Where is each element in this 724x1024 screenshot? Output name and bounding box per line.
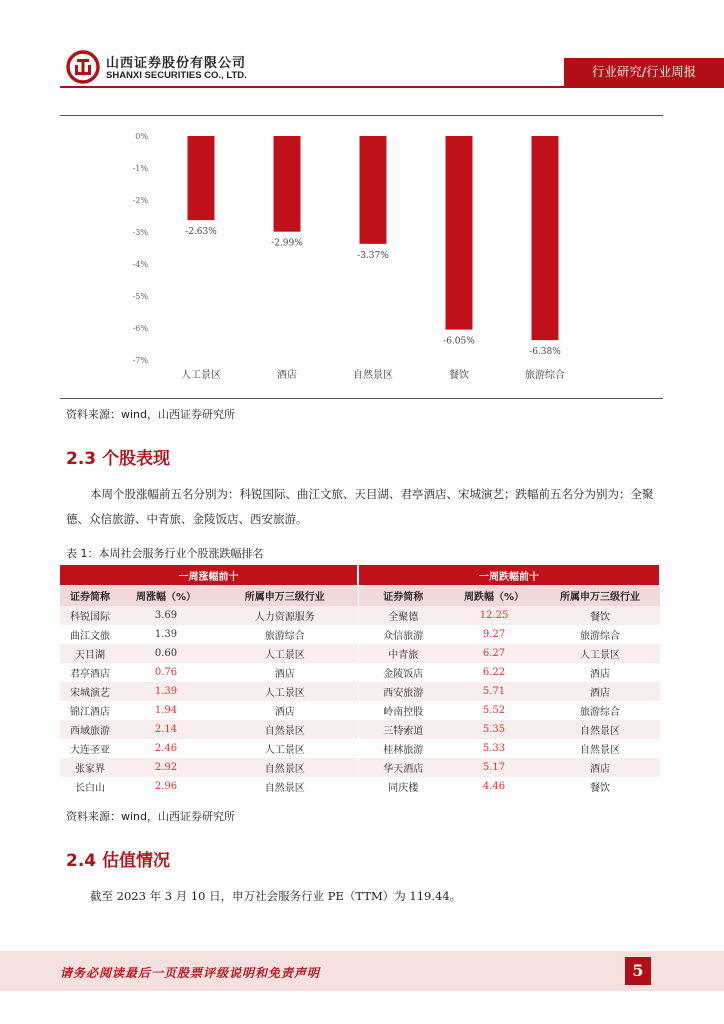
bar bbox=[532, 136, 559, 340]
table-cell: 自然景区 bbox=[540, 739, 660, 758]
table-cell: 酒店 bbox=[212, 663, 358, 682]
table-cell: 5.35 bbox=[448, 720, 540, 739]
table-cell: 全聚德 bbox=[358, 606, 448, 625]
bar bbox=[446, 136, 473, 330]
group-header-losers: 一周跌幅前十 bbox=[358, 565, 660, 585]
table-cell: 宋城演艺 bbox=[60, 682, 120, 701]
table-source: 资料来源：wind，山西证券研究所 bbox=[66, 810, 236, 823]
table-cell: 旅游综合 bbox=[540, 625, 660, 644]
table-cell: 岭南控股 bbox=[358, 701, 448, 720]
table-cell: 2.96 bbox=[120, 777, 212, 796]
table-cell: 桂林旅游 bbox=[358, 739, 448, 758]
table-cell: 3.69 bbox=[120, 606, 212, 625]
table-cell: 酒店 bbox=[540, 758, 660, 777]
category-label: 餐饮 bbox=[449, 370, 469, 381]
bar-value-label: -6.05% bbox=[443, 336, 475, 347]
table-cell: 自然景区 bbox=[212, 758, 358, 777]
table-cell: 自然景区 bbox=[212, 777, 358, 796]
table-cell: 2.92 bbox=[120, 758, 212, 777]
company-logo-icon bbox=[66, 50, 100, 84]
col-header: 周跌幅（%） bbox=[448, 585, 540, 606]
table-cell: 5.33 bbox=[448, 739, 540, 758]
table-cell: 西域旅游 bbox=[60, 720, 120, 739]
category-label: 旅游综合 bbox=[525, 370, 565, 381]
stock-performance-paragraph: 本周个股涨幅前五名分别为：科锐国际、曲江文旅、天目湖、君亭酒店、宋城演艺；跌幅前五名分为别为：全聚德、众信旅游、中青旅、金陵饭店、西安旅游。 bbox=[66, 487, 654, 526]
table-cell: 旅游综合 bbox=[540, 701, 660, 720]
company-name-cn: 山西证券股份有限公司 bbox=[106, 56, 247, 71]
y-tick-label: -1% bbox=[132, 164, 148, 173]
col-header: 所属申万三级行业 bbox=[212, 585, 358, 606]
category-label: 人工景区 bbox=[181, 370, 221, 381]
table-cell: 9.27 bbox=[448, 625, 540, 644]
category-label: 自然景区 bbox=[353, 370, 393, 381]
table-row bbox=[60, 739, 660, 758]
table-cell: 6.22 bbox=[448, 663, 540, 682]
table-cell: 酒店 bbox=[540, 682, 660, 701]
table-row bbox=[60, 644, 660, 663]
y-tick-label: -5% bbox=[132, 292, 148, 301]
table-row bbox=[60, 606, 660, 625]
bar-value-label: -6.38% bbox=[529, 347, 561, 358]
bar-value-label: -3.37% bbox=[357, 250, 389, 261]
y-tick-label: 0% bbox=[135, 132, 148, 141]
table-row bbox=[60, 777, 660, 796]
section-heading-2-3 bbox=[66, 444, 170, 469]
table-cell: 酒店 bbox=[540, 663, 660, 682]
table-cell: 5.71 bbox=[448, 682, 540, 701]
table-cell: 人工景区 bbox=[540, 644, 660, 663]
bar-value-label: -2.99% bbox=[271, 238, 303, 249]
table-cell: 5.17 bbox=[448, 758, 540, 777]
table-cell: 2.46 bbox=[120, 739, 212, 758]
col-header: 证券简称 bbox=[358, 585, 448, 606]
chart-top-rule bbox=[60, 115, 663, 116]
table-cell: 1.94 bbox=[120, 701, 212, 720]
y-tick-label: -6% bbox=[132, 324, 148, 333]
table-cell: 人工景区 bbox=[212, 644, 358, 663]
table-row bbox=[60, 682, 660, 701]
table-cell: 锦江酒店 bbox=[60, 701, 120, 720]
table-cell: 君亭酒店 bbox=[60, 663, 120, 682]
stock-ranking-table bbox=[60, 565, 661, 796]
section-title: 2.4 估值情况 bbox=[66, 851, 171, 871]
col-header: 证券简称 bbox=[60, 585, 120, 606]
table-cell: 5.52 bbox=[448, 701, 540, 720]
table-cell: 张家界 bbox=[60, 758, 120, 777]
table-cell: 餐饮 bbox=[540, 777, 660, 796]
table-row bbox=[60, 663, 660, 682]
table-cell: 旅游综合 bbox=[212, 625, 358, 644]
table-cell: 长白山 bbox=[60, 777, 120, 796]
table-row bbox=[60, 701, 660, 720]
valuation-paragraph: 截至 2023 年 3 月 10 日，申万社会服务行业 PE（TTM）为 119.44。 bbox=[90, 889, 462, 903]
y-tick-label: -2% bbox=[132, 196, 148, 205]
chart-source: 资料来源：wind，山西证券研究所 bbox=[66, 408, 236, 421]
table-cell: 酒店 bbox=[212, 701, 358, 720]
col-header: 所属申万三级行业 bbox=[540, 585, 660, 606]
table-cell: 6.27 bbox=[448, 644, 540, 663]
group-header-gainers: 一周涨幅前十 bbox=[60, 565, 358, 585]
table-cell: 2.14 bbox=[120, 720, 212, 739]
y-tick-label: -7% bbox=[132, 356, 148, 365]
table-row bbox=[60, 758, 660, 777]
chart-bottom-rule bbox=[60, 398, 663, 399]
footer-disclaimer: 请务必阅读最后一页股票评级说明和免责声明 bbox=[60, 966, 321, 980]
table-cell: 天目湖 bbox=[60, 644, 120, 663]
table-cell: 自然景区 bbox=[212, 720, 358, 739]
table-cell: 科锐国际 bbox=[60, 606, 120, 625]
header-divider bbox=[60, 86, 724, 88]
company-name-en: SHANXI SECURITIES CO., LTD. bbox=[106, 70, 247, 81]
table-cell: 人工景区 bbox=[212, 682, 358, 701]
table-cell: 同庆楼 bbox=[358, 777, 448, 796]
category-label: 酒店 bbox=[277, 370, 297, 381]
table-cell: 1.39 bbox=[120, 682, 212, 701]
table-cell: 自然景区 bbox=[540, 720, 660, 739]
table-cell: 人工景区 bbox=[212, 739, 358, 758]
col-header: 周涨幅（%） bbox=[120, 585, 212, 606]
table-cell: 0.60 bbox=[120, 644, 212, 663]
table-cell: 4.46 bbox=[448, 777, 540, 796]
table-cell: 0.76 bbox=[120, 663, 212, 682]
bar-value-label: -2.63% bbox=[185, 227, 217, 238]
industry-change-bar-chart bbox=[60, 120, 663, 390]
table-row bbox=[60, 720, 660, 739]
table-cell: 人力资源服务 bbox=[212, 606, 358, 625]
table-cell: 众信旅游 bbox=[358, 625, 448, 644]
table-cell: 12.25 bbox=[448, 606, 540, 625]
bar bbox=[360, 136, 387, 244]
table-cell: 西安旅游 bbox=[358, 682, 448, 701]
section-title: 2.3 个股表现 bbox=[66, 449, 171, 469]
section-heading-2-4 bbox=[66, 846, 170, 871]
y-tick-label: -3% bbox=[132, 228, 148, 237]
table-cell: 曲江文旅 bbox=[60, 625, 120, 644]
table-row bbox=[60, 625, 660, 644]
table-cell: 华天酒店 bbox=[358, 758, 448, 777]
table-cell: 中青旅 bbox=[358, 644, 448, 663]
report-type-tag: 行业研究/行业周报 bbox=[564, 58, 724, 86]
table-cell: 三特索道 bbox=[358, 720, 448, 739]
bar bbox=[274, 136, 301, 232]
table-cell: 1.39 bbox=[120, 625, 212, 644]
y-tick-label: -4% bbox=[132, 260, 148, 269]
table-cell: 餐饮 bbox=[540, 606, 660, 625]
bar bbox=[188, 136, 215, 220]
table-cell: 金陵饭店 bbox=[358, 663, 448, 682]
table-cell: 大连圣亚 bbox=[60, 739, 120, 758]
table-caption: 表 1：本周社会服务行业个股涨跌幅排名 bbox=[66, 547, 264, 560]
page-number: 5 bbox=[625, 957, 651, 985]
